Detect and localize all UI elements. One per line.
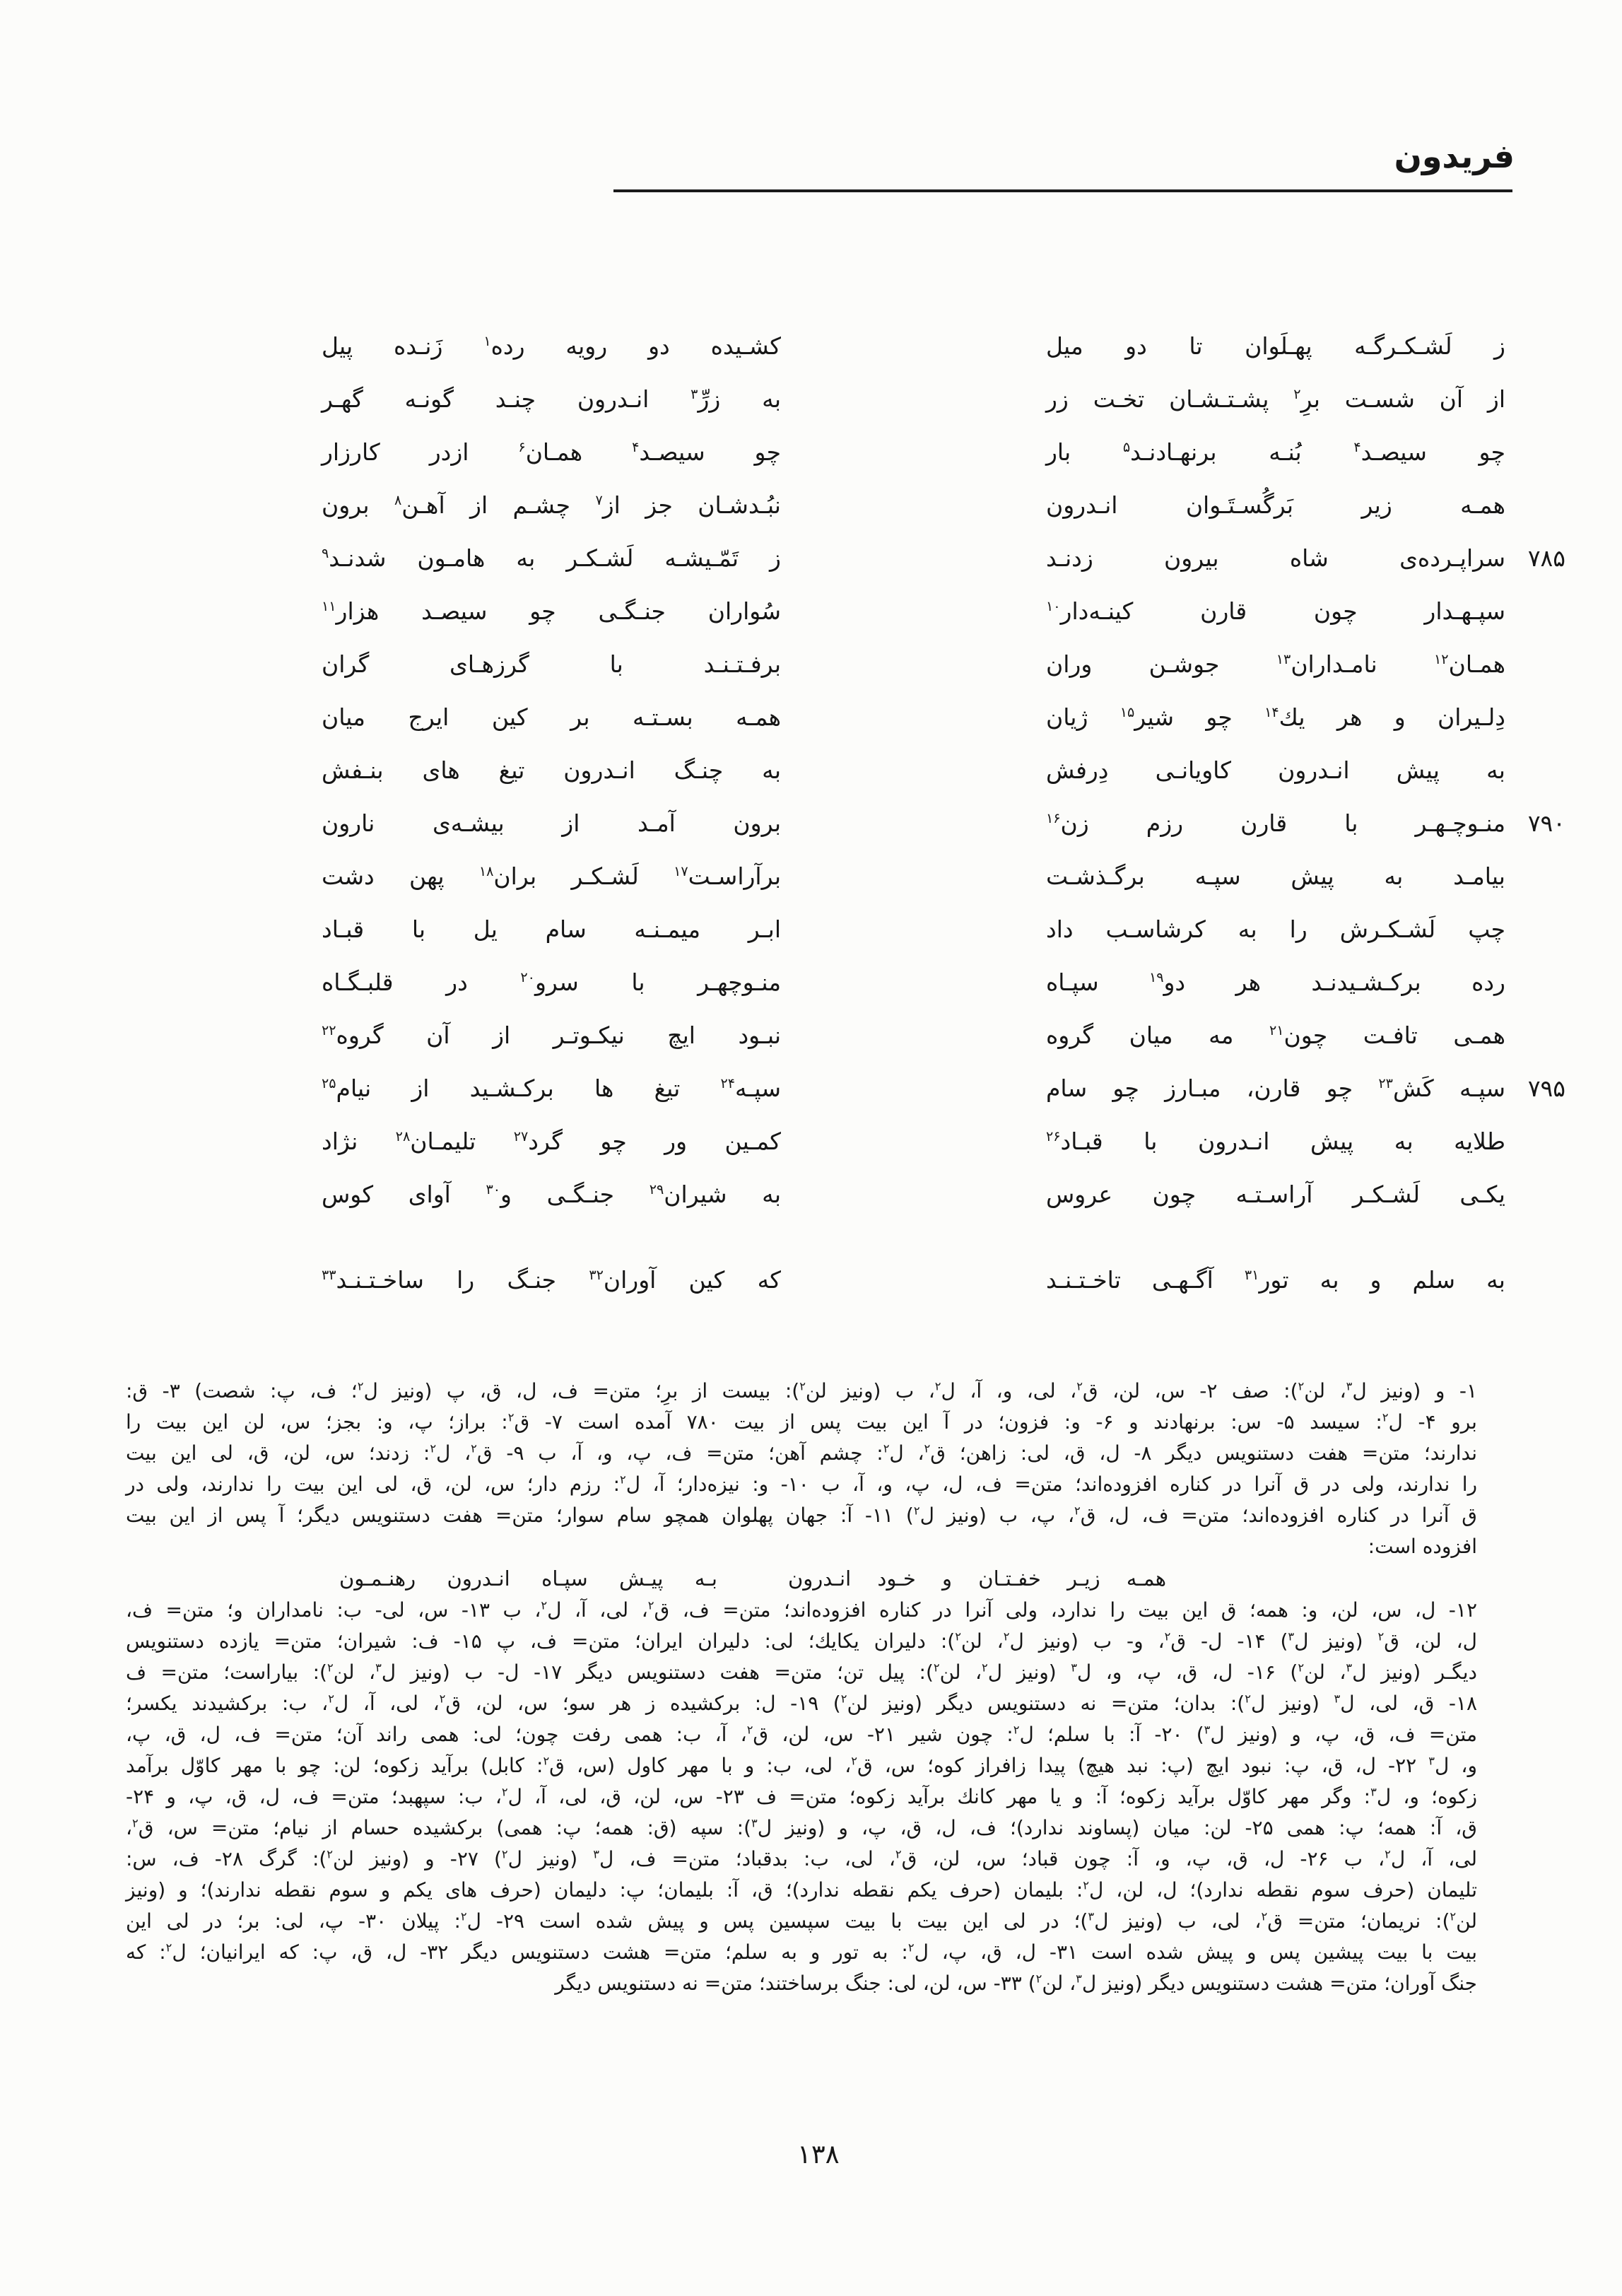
couplet-row <box>322 479 1565 532</box>
inserted-verse-left: بـه پیـش سپـاه انـدرون رهنـمـون <box>339 1566 717 1591</box>
column-gap <box>781 744 1046 797</box>
hemistich-left: به شیران$^{۲۹}$ جنـگـی و$^{۳۰}$ آوای کوس <box>322 1181 782 1208</box>
verse-number <box>1505 479 1565 532</box>
verse-number <box>1505 850 1565 903</box>
hemistich-right: منـوچـهـر با قارن رزم زن$^{۱۶}$ <box>1046 809 1505 837</box>
column-gap <box>781 903 1046 956</box>
apparatus-line: ۱۲- ل، س، لن، و: همه؛ ق این بیت را ندارد، ولی آنرا در کناره افزوده‌اند؛ متن= ف، ق$^۲$، لی، آ، ل$^۲$، ب ۱۳- س، لی- ب: نامداران و؛ متن= ف، <box>126 1598 1477 1622</box>
verse-number <box>1505 1253 1565 1306</box>
hemistich-right: همـان$^{۱۲}$ نامـداران$^{۱۳}$ جوشـن وران <box>1046 650 1506 678</box>
verse-number: ۷۸۵ <box>1527 544 1565 572</box>
column-gap <box>781 797 1046 850</box>
couplet-row <box>322 797 1565 850</box>
column-gap <box>781 585 1046 638</box>
hemistich-left: که کین آوران$^{۳۲}$ جنـگ را ساخـتـنـد$^{۳۳}$ <box>322 1266 781 1294</box>
apparatus-line: لن$^۲$): نریمان؛ متن= ق$^۲$، لی، ب (ونیز ل$^۳$)؛ در لی این بیت با بیت سپسین پس و پیش شده است ۲۹- ل$^۲$: پیلان ۳۰- پ، لی: بر؛ در لی این <box>126 1909 1478 1933</box>
verse-number: ۷۹۵ <box>1527 1074 1565 1102</box>
couplet-row <box>322 320 1565 373</box>
apparatus-line: را ندارند، ولی در ق آنرا در کناره افزوده‌اند؛ متن= ف، ل، پ، و، آ، ب ۱۰- و: نیزه‌دار؛ آ، ل$^۲$: رزم دار؛ س، لن، ق، لی این بیت را ندارند، ولی در <box>126 1472 1477 1496</box>
apparatus-line: تلیمان (حرف سوم نقطه ندارد)؛ ل، لن، ل$^۲$: بلیمان (حرف یکم نقطه ندارد)؛ ق، آ: بلیمان؛ پ: دلیمان (حرف های یکم و سوم نقطه ندارند)؛ و (ونیز <box>126 1878 1477 1902</box>
hemistich-right: سپـهـدار چون قارن کینـه‌دار$^{۱۰}$ <box>1046 597 1505 625</box>
apparatus-line: ق، آ: همه؛ پ: همی ۲۵- لن: میان (پساوند ندارد)؛ ف، ل، ق، پ، و (ونیز ل$^۳$): سپه (ق: همه؛ پ: همی) برکشیده حسام از نیام؛ متن= س، ق$^۲$، <box>126 1816 1477 1839</box>
couplet-row <box>322 373 1565 426</box>
hemistich-right: همـه زیر بَرگُسـتَـوان انـدرون <box>1046 491 1505 519</box>
verse-number <box>1505 426 1565 479</box>
couplet-row <box>322 1115 1565 1168</box>
verse-number <box>1505 1115 1565 1168</box>
couplet-row <box>322 956 1565 1009</box>
hemistich-right: به سلم و به تور$^{۳۱}$ آگـهـی تاخـتـنـد <box>1046 1266 1505 1294</box>
hemistich-left: چو سیصـد$^۴$ همـان$^۶$ ازدر کارزار <box>322 438 781 466</box>
hemistich-left: به چنـگ انـدرون تیغ های بنـفش <box>322 756 781 784</box>
column-gap <box>781 320 1046 373</box>
page-number: ۱۳۸ <box>797 2139 840 2169</box>
column-gap <box>781 426 1046 479</box>
verse-number <box>1505 585 1565 638</box>
header-rule <box>613 189 1512 192</box>
hemistich-left: ز تَمّـیشـه لَشـکـر به هامـون شدنـد$^۹$ <box>322 544 781 572</box>
couplet-row <box>322 532 1565 585</box>
apparatus-line: لی، آ، ل$^۲$، ب ۲۶- ل، ق، پ، و، آ: چون قباد؛ س، لن، ق$^۲$، لی، ب: بدقباد؛ متن= ف، ل$^۳$ (ونیز ل$^۲$) ۲۷- و (ونیز لن$^۲$): گرگ ۲۸- ف، س: <box>126 1847 1477 1870</box>
column-gap <box>781 479 1046 532</box>
verse-number <box>1505 956 1565 1009</box>
verse-number <box>1505 1168 1565 1221</box>
verse-number <box>1505 744 1565 797</box>
inserted-verse <box>339 1562 1166 1595</box>
page-header-title: فریدون <box>1394 137 1515 175</box>
poem <box>322 320 1565 1306</box>
hemistich-left: سپـه$^{۲۴}$ تیغ ها برکـشـید از نیام$^{۲۵}$ <box>322 1074 781 1102</box>
hemistich-left: نبـود ایچ نیکـوتـر از آن گروه$^{۲۲}$ <box>322 1021 781 1049</box>
apparatus-line: دیگـر (ونیز ل$^۳$، لن$^۲$) ۱۶- ل، ق، پ، و، ل$^۳$ (ونیز ل$^۲$، لن$^۲$): پیل تن؛ متن= هفت دستنویس دیگر ۱۷- ل- ب (ونیز ل$^۳$، لن$^۲$): بیاراست؛ متن= ف <box>126 1660 1477 1684</box>
hemistich-left: برآراسـت$^{۱۷}$ لَشـکـر بران$^{۱۸}$ پهن دشت <box>322 862 781 890</box>
hemistich-right: سپـه کَش$^{۲۳}$ چو قارن، مبـارز چو سام <box>1046 1074 1505 1102</box>
hemistich-left: سُواران جنـگـی چو سیصـد هزار$^{۱۱}$ <box>322 597 781 625</box>
apparatus-line: ندارند؛ متن= هفت دستنویس دیگر ۸- ل، ق، لی: زاهن؛ ق$^۲$، ل$^۲$: چشم آهن؛ متن= ف، پ، و، آ، ب ۹- ق$^۲$، ل$^۲$: زدند؛ س، لن، ق، لی این بیت <box>126 1441 1478 1465</box>
hemistich-right: دِلـیران و هر یك$^{۱۴}$ چو شیر$^{۱۵}$ ژیان <box>1046 703 1505 731</box>
couplet-row <box>322 1009 1565 1062</box>
apparatus-line: ل، لن، ق$^۲$ (ونیز ل$^۳$) ۱۴- ل- ق$^۲$، و- ب (ونیز ل$^۲$، لن$^۲$): دلیران یکایك؛ لی: دلیران ایران؛ متن= ف، پ ۱۵- ف: شیران؛ متن= یازده دستنویس <box>126 1629 1478 1653</box>
hemistich-right: از آن شسـت برِ$^۲$ پشـتـشـان تخـت زر <box>1046 385 1505 413</box>
column-gap <box>781 1115 1046 1168</box>
column-gap <box>781 532 1046 585</box>
apparatus-line: و، ل$^۳$ ۲۲- ل، ق، پ: نبود ایچ (پ: نبد هیچ) پیدا زافراز کوه؛ س، ق$^۲$، لی، ب: و با مهر کاول (س، ق$^۲$: کابل) برآید زکوه؛ لن: چو با مهر کاوّل برآمد <box>126 1754 1477 1777</box>
column-gap <box>781 373 1046 426</box>
column-gap <box>781 850 1046 903</box>
verse-number <box>1505 373 1565 426</box>
couplet-row <box>322 426 1565 479</box>
hemistich-right: همـی تافـت چون$^{۲۱}$ مه میان گروه <box>1046 1021 1506 1049</box>
apparatus-line: متن= ف، ق، پ، و (ونیز ل$^۳$) ۲۰- آ: با سلم؛ ل$^۲$: چون شیر ۲۱- س، لن، ق$^۲$، آ، ب: همی رفت چون؛ لی: همی راند آن؛ متن= ف، ل، ق، پ، <box>126 1723 1477 1746</box>
column-gap <box>781 1062 1046 1115</box>
apparatus-line: بیت با بیت پیشین پس و پیش شده است ۳۱- ل، ق، پ، ل$^۲$: به تور و به سلم؛ متن= هشت دستنویس دیگر ۳۲- ل، ق، پ: که ایرانیان؛ ل$^۲$: که <box>126 1940 1478 1964</box>
hemistich-right: بیامـد به پیش سپـه برگـذشـت <box>1046 862 1505 890</box>
hemistich-right: چو سیصـد$^۴$ بُنـه برنهـادنـد$^۵$ بار <box>1046 438 1505 466</box>
apparatus-line: زکوه؛ و، ل$^۳$: وگر مهر کاوّل برآید زکوه؛ آ: و یا مهر کانك برآید زکوه؛ متن= ف ۲۳- س، لن، ق، لی، آ، ل$^۲$، ب: سپهبد؛ متن= ف، ل، ق، پ، و ۲۴- <box>126 1785 1477 1808</box>
hemistich-left: برفـتـنـد با گرزهـای گران <box>322 650 781 678</box>
hemistich-left: منـوچهـر با سرو$^{۲۰}$ در قلبـگـاه <box>322 968 781 996</box>
hemistich-right: به پیش انـدرون کاویانـی دِرفش <box>1046 756 1505 784</box>
verse-number <box>1505 691 1565 744</box>
verse-number <box>1505 903 1565 956</box>
column-gap <box>781 638 1046 691</box>
hemistich-right: چپ لَشـکـرش را به کرشاسـب داد <box>1046 915 1505 943</box>
apparatus-line: ق آنرا در کناره افزوده‌اند؛ متن= ف، ل، ق$^۲$، پ، ب (ونیز ل$^۲$) ۱۱- آ: جهان پهلوان همچو سام سوار؛ متن= هفت دستنویس دیگر؛ آ پس از این بیت <box>126 1504 1477 1527</box>
hemistich-left: ابـر میمـنـه سام یل با قبـاد <box>322 915 781 943</box>
hemistich-left: برون آمـد از بیشـه‌ی نارون <box>322 809 781 837</box>
hemistich-right: یکـی لَشـکـر آراسـتـه چون عروس <box>1046 1181 1505 1208</box>
apparatus-line: ۱۸- ق، لی، ل$^۳$ (ونیز ل$^۲$): بدان؛ متن= نه دستنویس دیگر (ونیز لن$^۲$) ۱۹- ل: برکشیده ز هر سو؛ س، لن، ق$^۲$، لی، آ، ل$^۲$، ب: برکشیدند یکسر؛ <box>126 1692 1478 1715</box>
column-gap <box>781 1253 1046 1306</box>
apparatus-line: ۱- و (ونیز ل$^۳$، لن$^۲$): صف ۲- س، لن، ق$^۲$، لی، و، آ، ل$^۲$، ب (ونیز لن$^۲$): بیست از برِ؛ متن= ف، ل، ق، پ (ونیز ل$^۲$؛ ف، پ: شصت) ۳- ق: <box>126 1379 1477 1402</box>
verse-number <box>1505 638 1565 691</box>
column-gap <box>781 691 1046 744</box>
couplet-row <box>322 903 1565 956</box>
column-gap <box>781 1168 1046 1221</box>
column-gap <box>781 956 1046 1009</box>
hemistich-left: به زرِّ$^۳$ انـدرون چنـد گونـه گهـر <box>322 385 781 413</box>
hemistich-right: ز لَشـکـرگـه پهـلَوان تا دو میل <box>1046 332 1505 360</box>
verse-number <box>1505 1009 1565 1062</box>
apparatus-line: برو ۴- ل$^۲$: سیسد ۵- س: برنهادند و ۶- و: فزون؛ در آ این بیت پس از بیت ۷۸۰ آمده است ۷- ق$^۲$: براز؛ پ، و: بجز؛ س، لن این بیت را <box>126 1410 1477 1434</box>
hemistich-left: کمـین ور چو گرد$^{۲۷}$ تلیمـان$^{۲۸}$ نژاد <box>322 1128 782 1155</box>
hemistich-left: همـه بسـتـه بر کین ایرج میان <box>322 703 781 731</box>
couplet-row <box>322 638 1565 691</box>
apparatus-line: جنگ آوران؛ متن= هشت دستنویس دیگر (ونیز ل$^۳$، لن$^۲$) ۳۳- س، لن، لی: جنگ برساختند؛ متن= نه دستنویس دیگر <box>555 1972 1477 1995</box>
column-gap <box>781 1009 1046 1062</box>
hemistich-right: رده برکـشـیدنـد هر دو$^{۱۹}$ سپـاه <box>1046 968 1505 996</box>
verse-number: ۷۹۰ <box>1527 809 1565 837</box>
couplet-row <box>322 850 1565 903</box>
hemistich-right: طلایه به پیش انـدرون با قبـاد$^{۲۶}$ <box>1046 1128 1505 1155</box>
couplet-row <box>322 1253 1565 1306</box>
apparatus-line: افزوده است: <box>1368 1535 1477 1558</box>
hemistich-left: نبُـدشـان جز از$^۷$ چشـم از آهـن$^۸$ برون <box>322 491 781 519</box>
hemistich-right: سراپـرده‌ی شاه بیرون زدنـد <box>1046 544 1505 572</box>
couplet-row <box>322 691 1565 744</box>
critical-apparatus <box>126 1376 1477 1999</box>
hemistich-left: کشـیده دو رویه رده$^۱$ زَنـده پیل <box>322 332 781 360</box>
verse-number <box>1505 320 1565 373</box>
couplet-row <box>322 1168 1565 1221</box>
couplet-row <box>322 1062 1565 1115</box>
inserted-verse-right: همـه زیـر خفـتـان و خـود انـدرون <box>788 1566 1166 1591</box>
couplet-row <box>322 744 1565 797</box>
couplet-row <box>322 585 1565 638</box>
